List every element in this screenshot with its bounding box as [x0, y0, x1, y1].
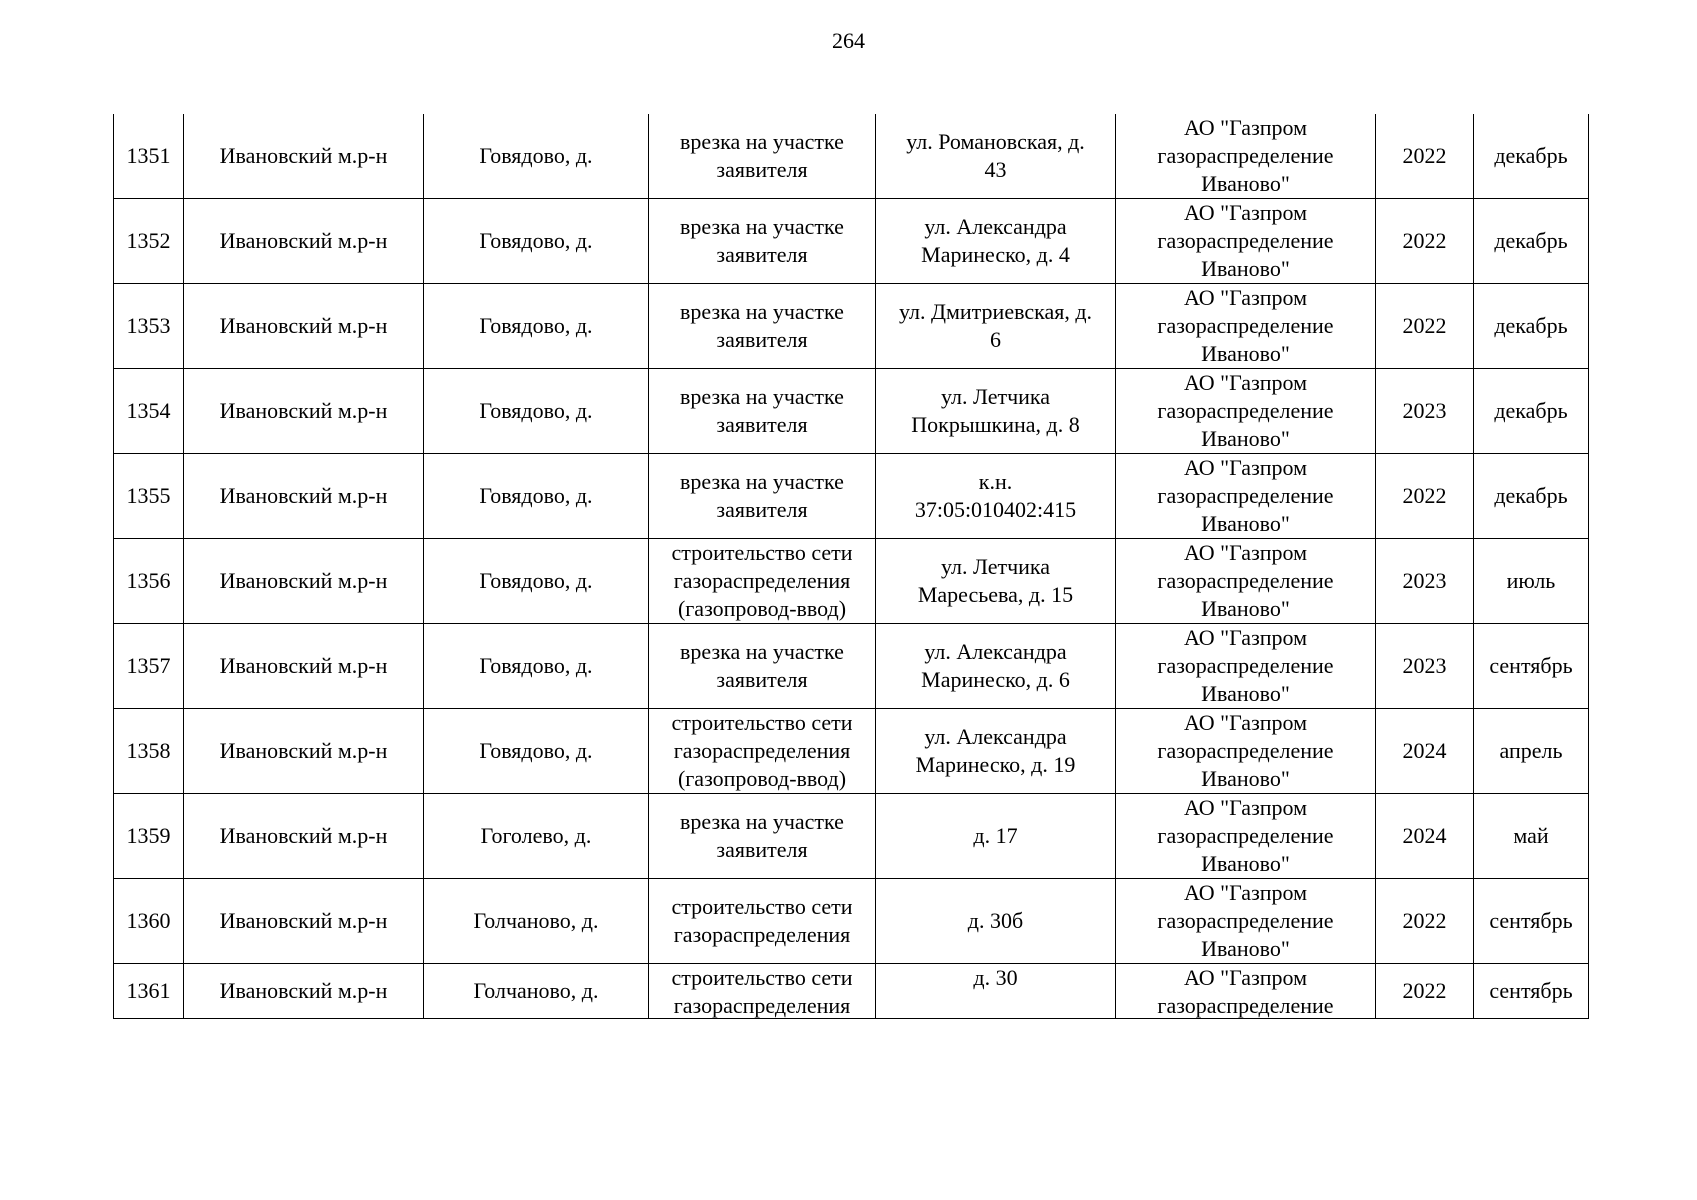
cell-organization-line: АО "Газпром — [1183, 200, 1308, 225]
cell-district: Ивановский м.р-н — [184, 964, 424, 1019]
cell-work-type — [649, 624, 876, 709]
cell-address-line: д. 30 — [973, 965, 1018, 990]
cell-address — [876, 369, 1116, 454]
cell-organization-line: газораспределение — [1157, 653, 1334, 678]
cell-year: 2022 — [1376, 454, 1474, 539]
cell-organization-lines — [1120, 369, 1371, 453]
cell-number: 1353 — [114, 284, 184, 369]
cell-month: декабрь — [1474, 369, 1589, 454]
gasification-schedule-table — [113, 114, 1589, 1019]
table-row — [114, 794, 1589, 879]
cell-organization-line: газораспределение — [1157, 993, 1334, 1018]
cell-organization-line: АО "Газпром — [1183, 880, 1308, 905]
cell-number: 1352 — [114, 199, 184, 284]
cell-work-type-line: врезка на участке — [680, 129, 844, 154]
cell-district: Ивановский м.р-н — [184, 454, 424, 539]
cell-work-type-line: газораспределения — [673, 922, 851, 947]
cell-organization-line: АО "Газпром — [1183, 455, 1308, 480]
cell-organization-line: АО "Газпром — [1183, 370, 1308, 395]
cell-work-type-line: заявителя — [716, 412, 808, 437]
cell-organization-line: Иваново" — [1201, 851, 1290, 876]
cell-organization-line: АО "Газпром — [1183, 710, 1308, 735]
cell-organization-line: газораспределение — [1157, 823, 1334, 848]
cell-work-type-line: заявителя — [716, 667, 808, 692]
cell-work-type — [649, 454, 876, 539]
table-row — [114, 369, 1589, 454]
cell-address — [876, 964, 1116, 1019]
cell-work-type-line: врезка на участке — [680, 214, 844, 239]
cell-work-type-line: строительство сети — [671, 965, 853, 990]
cell-number: 1355 — [114, 454, 184, 539]
cell-work-type-line: заявителя — [716, 837, 808, 862]
table-row — [114, 199, 1589, 284]
cell-month: сентябрь — [1474, 879, 1589, 964]
cell-month: апрель — [1474, 709, 1589, 794]
cell-address-line: 37:05:010402:415 — [914, 497, 1077, 522]
cell-organization-line: АО "Газпром — [1183, 115, 1308, 140]
cell-year: 2023 — [1376, 369, 1474, 454]
cell-address — [876, 199, 1116, 284]
cell-address-lines — [880, 638, 1111, 694]
table-row — [114, 879, 1589, 964]
cell-organization-line: газораспределение — [1157, 313, 1334, 338]
cell-work-type-lines — [653, 128, 871, 184]
cell-work-type-line: врезка на участке — [680, 809, 844, 834]
cell-organization-line: АО "Газпром — [1183, 625, 1308, 650]
cell-work-type-line: газораспределения — [673, 568, 851, 593]
cell-address-line: ул. Летчика — [940, 554, 1051, 579]
cell-locality: Говядово, д. — [424, 199, 649, 284]
cell-locality: Голчаново, д. — [424, 964, 649, 1019]
cell-organization-lines — [1120, 539, 1371, 623]
cell-organization-lines — [1120, 454, 1371, 538]
cell-number: 1351 — [114, 114, 184, 199]
cell-work-type-line: заявителя — [716, 242, 808, 267]
cell-district: Ивановский м.р-н — [184, 369, 424, 454]
cell-organization-line: Иваново" — [1201, 341, 1290, 366]
cell-organization-lines — [1120, 964, 1371, 1018]
cell-organization-line: Иваново" — [1201, 256, 1290, 281]
cell-work-type-line: строительство сети — [671, 540, 853, 565]
cell-work-type-lines — [653, 638, 871, 694]
cell-address-lines — [880, 128, 1111, 184]
cell-number: 1360 — [114, 879, 184, 964]
cell-organization — [1116, 369, 1376, 454]
cell-address-line: Маресьева, д. 15 — [917, 582, 1074, 607]
cell-organization — [1116, 709, 1376, 794]
cell-work-type — [649, 284, 876, 369]
cell-address-lines — [880, 383, 1111, 439]
cell-address-line: 43 — [984, 157, 1007, 182]
cell-work-type-lines — [653, 298, 871, 354]
cell-month: июль — [1474, 539, 1589, 624]
cell-work-type — [649, 539, 876, 624]
cell-work-type-line: газораспределения — [673, 993, 851, 1018]
cell-organization-line: газораспределение — [1157, 228, 1334, 253]
cell-address — [876, 794, 1116, 879]
cell-work-type-lines — [653, 213, 871, 269]
cell-work-type-line: врезка на участке — [680, 469, 844, 494]
cell-organization — [1116, 114, 1376, 199]
cell-address-lines — [880, 822, 1111, 850]
cell-address — [876, 114, 1116, 199]
cell-work-type — [649, 879, 876, 964]
cell-work-type-line: строительство сети — [671, 710, 853, 735]
cell-district: Ивановский м.р-н — [184, 284, 424, 369]
cell-district: Ивановский м.р-н — [184, 794, 424, 879]
cell-organization-line: газораспределение — [1157, 908, 1334, 933]
cell-month: сентябрь — [1474, 964, 1589, 1019]
cell-organization — [1116, 964, 1376, 1019]
cell-locality: Говядово, д. — [424, 284, 649, 369]
cell-month: декабрь — [1474, 199, 1589, 284]
cell-address — [876, 539, 1116, 624]
cell-organization — [1116, 454, 1376, 539]
cell-organization — [1116, 879, 1376, 964]
cell-year: 2023 — [1376, 539, 1474, 624]
cell-organization-line: Иваново" — [1201, 681, 1290, 706]
cell-work-type-lines — [653, 383, 871, 439]
cell-month: декабрь — [1474, 454, 1589, 539]
cell-organization — [1116, 284, 1376, 369]
cell-year: 2022 — [1376, 879, 1474, 964]
cell-work-type-line: врезка на участке — [680, 299, 844, 324]
cell-work-type-lines — [653, 709, 871, 793]
cell-address-lines — [880, 298, 1111, 354]
cell-organization-line: газораспределение — [1157, 568, 1334, 593]
cell-work-type-line: заявителя — [716, 497, 808, 522]
cell-address — [876, 454, 1116, 539]
cell-locality: Говядово, д. — [424, 369, 649, 454]
cell-organization-lines — [1120, 284, 1371, 368]
cell-address-line: ул. Романовская, д. — [906, 129, 1085, 154]
cell-number: 1354 — [114, 369, 184, 454]
cell-address-lines — [880, 213, 1111, 269]
cell-month: декабрь — [1474, 114, 1589, 199]
cell-year: 2022 — [1376, 199, 1474, 284]
cell-organization-line: АО "Газпром — [1183, 540, 1308, 565]
cell-organization-line: Иваново" — [1201, 766, 1290, 791]
cell-address-line: Маринеско, д. 19 — [915, 752, 1076, 777]
cell-address-lines — [880, 468, 1111, 524]
cell-work-type — [649, 709, 876, 794]
cell-address-line: ул. Александра — [924, 639, 1067, 664]
cell-work-type-lines — [653, 808, 871, 864]
cell-address-line: д. 30б — [967, 908, 1024, 933]
cell-work-type-line: заявителя — [716, 157, 808, 182]
cell-year: 2024 — [1376, 794, 1474, 879]
cell-number: 1361 — [114, 964, 184, 1019]
cell-locality: Говядово, д. — [424, 454, 649, 539]
cell-year: 2022 — [1376, 284, 1474, 369]
cell-address-line: ул. Александра — [924, 214, 1067, 239]
cell-locality: Говядово, д. — [424, 539, 649, 624]
cell-organization-line: Иваново" — [1201, 511, 1290, 536]
cell-organization-line: Иваново" — [1201, 936, 1290, 961]
cell-address-line: ул. Александра — [924, 724, 1067, 749]
cell-work-type-line: (газопровод-ввод) — [677, 596, 847, 621]
cell-organization-line: АО "Газпром — [1183, 795, 1308, 820]
cell-address-line: Маринеско, д. 4 — [921, 242, 1070, 267]
cell-work-type — [649, 964, 876, 1019]
cell-organization-line: Иваново" — [1201, 426, 1290, 451]
cell-work-type — [649, 114, 876, 199]
cell-organization-lines — [1120, 624, 1371, 708]
cell-locality: Голчаново, д. — [424, 879, 649, 964]
cell-district: Ивановский м.р-н — [184, 624, 424, 709]
cell-work-type — [649, 199, 876, 284]
cell-number: 1357 — [114, 624, 184, 709]
cell-locality: Говядово, д. — [424, 709, 649, 794]
cell-number: 1358 — [114, 709, 184, 794]
table-row — [114, 709, 1589, 794]
cell-organization — [1116, 624, 1376, 709]
cell-organization-lines — [1120, 879, 1371, 963]
cell-district: Ивановский м.р-н — [184, 114, 424, 199]
cell-organization-line: Иваново" — [1201, 171, 1290, 196]
cell-address — [876, 284, 1116, 369]
cell-organization-line: газораспределение — [1157, 738, 1334, 763]
cell-organization — [1116, 539, 1376, 624]
cell-organization — [1116, 199, 1376, 284]
cell-address-lines — [880, 907, 1111, 935]
table-row — [114, 624, 1589, 709]
cell-work-type-lines — [653, 468, 871, 524]
cell-organization-line: АО "Газпром — [1183, 965, 1308, 990]
cell-address — [876, 879, 1116, 964]
cell-address-line: ул. Летчика — [940, 384, 1051, 409]
cell-district: Ивановский м.р-н — [184, 709, 424, 794]
cell-organization — [1116, 794, 1376, 879]
cell-address-line: ул. Дмитриевская, д. — [898, 299, 1093, 324]
table-row — [114, 284, 1589, 369]
cell-organization-lines — [1120, 794, 1371, 878]
cell-district: Ивановский м.р-н — [184, 539, 424, 624]
cell-organization-line: АО "Газпром — [1183, 285, 1308, 310]
cell-organization-line: газораспределение — [1157, 483, 1334, 508]
cell-work-type-lines — [653, 964, 871, 1018]
cell-district: Ивановский м.р-н — [184, 199, 424, 284]
cell-organization-lines — [1120, 709, 1371, 793]
cell-locality: Гоголево, д. — [424, 794, 649, 879]
cell-month: май — [1474, 794, 1589, 879]
cell-address — [876, 709, 1116, 794]
cell-number: 1356 — [114, 539, 184, 624]
cell-organization-line: газораспределение — [1157, 398, 1334, 423]
cell-locality: Говядово, д. — [424, 114, 649, 199]
cell-organization-lines — [1120, 199, 1371, 283]
table-row — [114, 454, 1589, 539]
cell-locality: Говядово, д. — [424, 624, 649, 709]
cell-address-line: 6 — [990, 327, 1001, 352]
cell-work-type-line: заявителя — [716, 327, 808, 352]
cell-organization-line: газораспределение — [1157, 143, 1334, 168]
cell-work-type-lines — [653, 893, 871, 949]
cell-address-lines — [880, 723, 1111, 779]
cell-year: 2024 — [1376, 709, 1474, 794]
cell-month: сентябрь — [1474, 624, 1589, 709]
cell-work-type — [649, 794, 876, 879]
table-row — [114, 114, 1589, 199]
cell-work-type-line: газораспределения — [673, 738, 851, 763]
cell-address-line: Маринеско, д. 6 — [921, 667, 1070, 692]
cell-organization-lines — [1120, 114, 1371, 198]
cell-year: 2023 — [1376, 624, 1474, 709]
cell-address-line: д. 17 — [973, 823, 1018, 848]
cell-work-type — [649, 369, 876, 454]
cell-number: 1359 — [114, 794, 184, 879]
table-row — [114, 539, 1589, 624]
cell-district: Ивановский м.р-н — [184, 879, 424, 964]
cell-work-type-line: строительство сети — [671, 894, 853, 919]
cell-address — [876, 624, 1116, 709]
cell-year: 2022 — [1376, 114, 1474, 199]
cell-work-type-line: врезка на участке — [680, 384, 844, 409]
cell-organization-line: Иваново" — [1201, 596, 1290, 621]
cell-address-lines — [880, 553, 1111, 609]
cell-address-lines — [880, 964, 1111, 1018]
page-number: 264 — [832, 28, 865, 53]
cell-month: декабрь — [1474, 284, 1589, 369]
cell-address-line: Покрышкина, д. 8 — [911, 412, 1080, 437]
cell-work-type-line: врезка на участке — [680, 639, 844, 664]
table-row — [114, 964, 1589, 1019]
cell-year: 2022 — [1376, 964, 1474, 1019]
cell-work-type-lines — [653, 539, 871, 623]
cell-work-type-line: (газопровод-ввод) — [677, 766, 847, 791]
cell-address-line: к.н. — [978, 469, 1013, 494]
